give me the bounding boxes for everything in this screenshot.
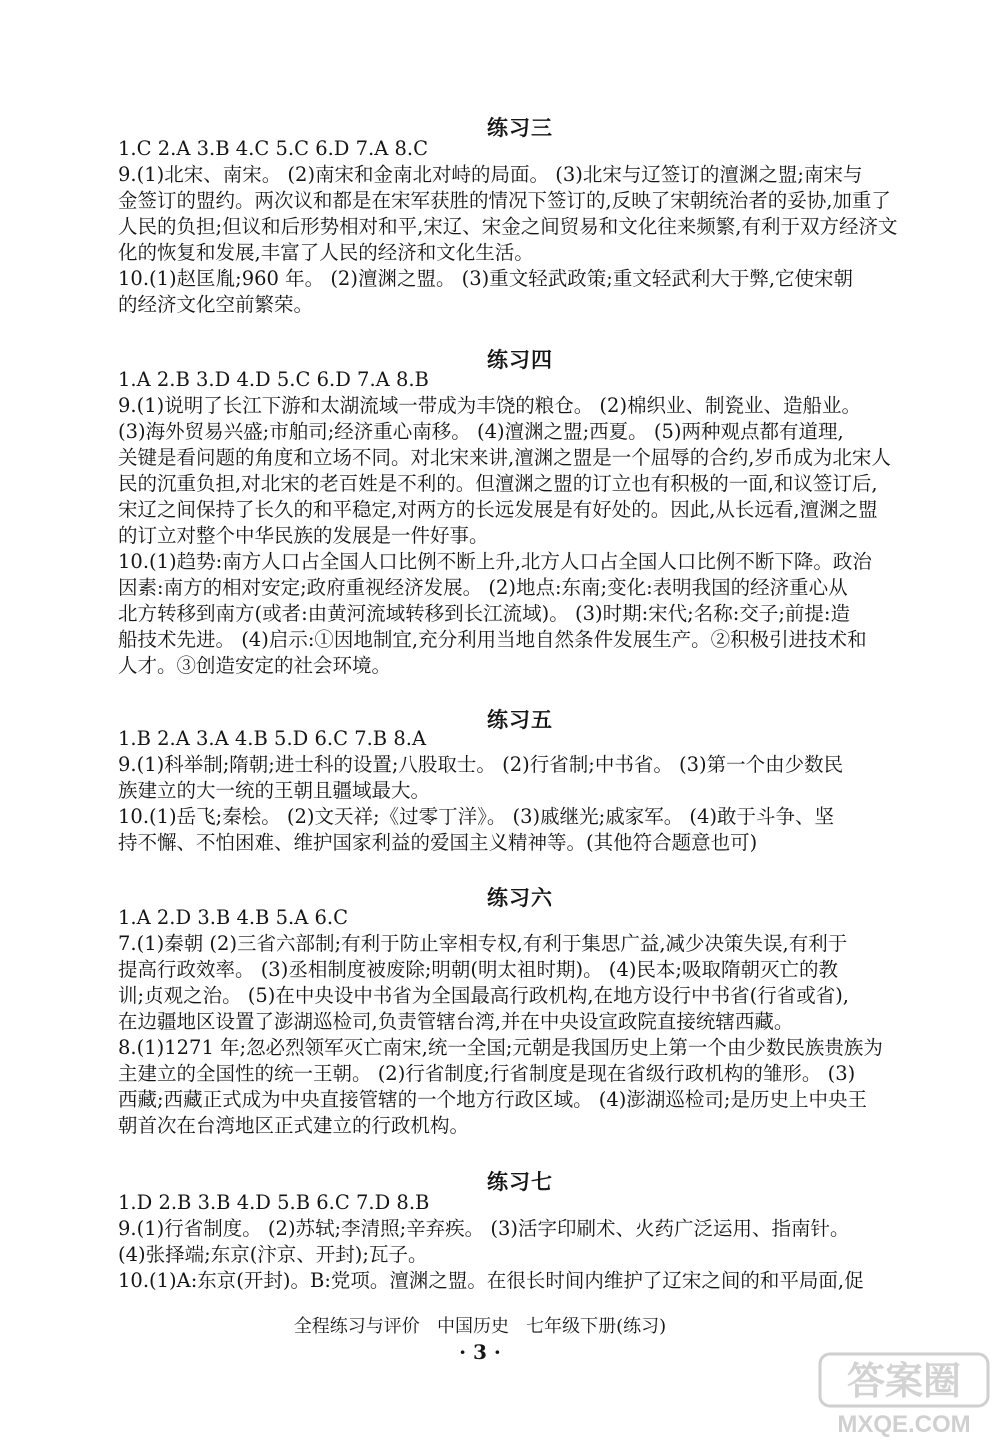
section-title: 练习三	[487, 116, 553, 140]
section-line: 民的沉重负担,对北宋的老百姓是不利的。但澶渊之盟的订立也有积极的一面,和议签订后,	[118, 472, 878, 495]
section-line: 族建立的大一统的王朝且疆域最大。	[118, 779, 431, 802]
section-line: 宋辽之间保持了长久的和平稳定,对两方的长远发展是有好处的。因此,从长远看,澶渊之盟	[118, 498, 878, 521]
section-line: 化的恢复和发展,丰富了人民的经济和文化生活。	[118, 241, 534, 264]
section-title: 练习六	[487, 886, 553, 910]
section-line: 关键是看问题的角度和立场不同。对北宋来讲,澶渊之盟是一个屈辱的合约,岁币成为北宋人	[118, 446, 891, 469]
section-line: 持不懈、不怕困难、维护国家利益的爱国主义精神等。(其他符合题意也可)	[118, 831, 758, 854]
section-line: 的经济文化空前繁荣。	[118, 293, 314, 316]
section-line: 金签订的盟约。两次议和都是在宋军获胜的情况下签订的,反映了宋朝统治者的妥协,加重了	[118, 189, 891, 212]
section-line: (3)海外贸易兴盛;市舶司;经济重心南移。 (4)澶渊之盟;西夏。 (5)两种观点都有道理,	[118, 420, 844, 443]
watermark-logo	[818, 1350, 990, 1438]
section-line: 船技术先进。 (4)启示:①因地制宜,充分利用当地自然条件发展生产。②积极引进技术和	[118, 628, 867, 651]
page-number: · 3 ·	[459, 1340, 501, 1364]
section-line: 训;贞观之治。 (5)在中央设中书省为全国最高行政机构,在地方设行中书省(行省或省),	[118, 984, 850, 1007]
section-line: 7.(1)秦朝 (2)三省六部制;有利于防止宰相专权,有利于集思广益,减少决策失误,有利于	[118, 932, 848, 955]
section-line: 1.B 2.A 3.A 4.B 5.D 6.C 7.B 8.A	[118, 727, 427, 750]
section-line: 10.(1)趋势:南方人口占全国人口比例不断上升,北方人口占全国人口比例不断下降。政治	[118, 550, 872, 573]
section-line: 8.(1)1271 年;忽必烈领军灭亡南宋,统一全国;元朝是我国历史上第一个由少数民族贵族为	[118, 1036, 883, 1059]
section-line: 人才。③创造安定的社会环境。	[118, 654, 392, 677]
section-line: 人民的负担;但议和后形势相对和平,宋辽、宋金之间贸易和文化往来频繁,有利于双方经济文	[118, 215, 898, 238]
section-line: 9.(1)说明了长江下游和太湖流域一带成为丰饶的粮仓。 (2)棉织业、制瓷业、造船业。	[118, 394, 862, 417]
section-line: 西藏;西藏正式成为中央直接管辖的一个地方行政区域。 (4)澎湖巡检司;是历史上中央王	[118, 1088, 867, 1111]
section-line: 的订立对整个中华民族的发展是一件好事。	[118, 524, 489, 547]
section-line: 1.A 2.B 3.D 4.D 5.C 6.D 7.A 8.B	[118, 368, 429, 391]
section-line: 10.(1)岳飞;秦桧。 (2)文天祥;《过零丁洋》。 (3)戚继光;戚家军。 (4)敢于斗争、坚	[118, 805, 835, 828]
section-line: 朝首次在台湾地区正式建立的行政机构。	[118, 1114, 470, 1137]
section-line: (4)张择端;东京(汴京、开封);瓦子。	[118, 1243, 428, 1266]
section-title: 练习七	[487, 1170, 553, 1194]
section-line: 1.C 2.A 3.B 4.C 5.C 6.D 7.A 8.C	[118, 137, 429, 160]
watermark-text: 答案圈	[846, 1359, 962, 1403]
section-line: 9.(1)科举制;隋朝;进士科的设置;八股取士。 (2)行省制;中书省。 (3)第一个由少数民	[118, 753, 844, 776]
watermark-url: MXQE.COM	[837, 1411, 971, 1438]
section-line: 北方转移到南方(或者:由黄河流域转移到长江流域)。 (3)时期:宋代;名称:交子;前提:造	[118, 602, 850, 625]
section-line: 10.(1)赵匡胤;960 年。 (2)澶渊之盟。 (3)重文轻武政策;重文轻武利大于弊,它使宋朝	[118, 267, 854, 290]
section-line: 9.(1)北宋、南宋。 (2)南宋和金南北对峙的局面。 (3)北宋与辽签订的澶渊之盟;南宋与	[118, 163, 863, 186]
section-line: 9.(1)行省制度。 (2)苏轼;李清照;辛弃疾。 (3)活字印刷术、火药广泛运用、指南针。	[118, 1217, 850, 1240]
section-line: 1.A 2.D 3.B 4.B 5.A 6.C	[118, 906, 349, 929]
page-footer: 全程练习与评价 中国历史 七年级下册(练习)	[293, 1316, 667, 1337]
section-title: 练习五	[487, 708, 553, 732]
section-line: 因素:南方的相对安定;政府重视经济发展。 (2)地点:东南;变化:表明我国的经济重心从	[118, 576, 848, 599]
section-line: 1.D 2.B 3.B 4.D 5.B 6.C 7.D 8.B	[118, 1191, 430, 1214]
section-line: 在边疆地区设置了澎湖巡检司,负责管辖台湾,并在中央设宣政院直接统辖西藏。	[118, 1010, 794, 1033]
section-title: 练习四	[487, 348, 553, 372]
section-line: 提高行政效率。 (3)丞相制度被废除;明朝(明太祖时期)。 (4)民本;吸取隋朝灭亡的教	[118, 958, 838, 981]
section-line: 主建立的全国性的统一王朝。 (2)行省制度;行省制度是现在省级行政机构的雏形。 (3)	[118, 1062, 856, 1085]
section-line: 10.(1)A:东京(开封)。B:党项。澶渊之盟。在很长时间内维护了辽宋之间的和平局面,促	[118, 1269, 864, 1292]
